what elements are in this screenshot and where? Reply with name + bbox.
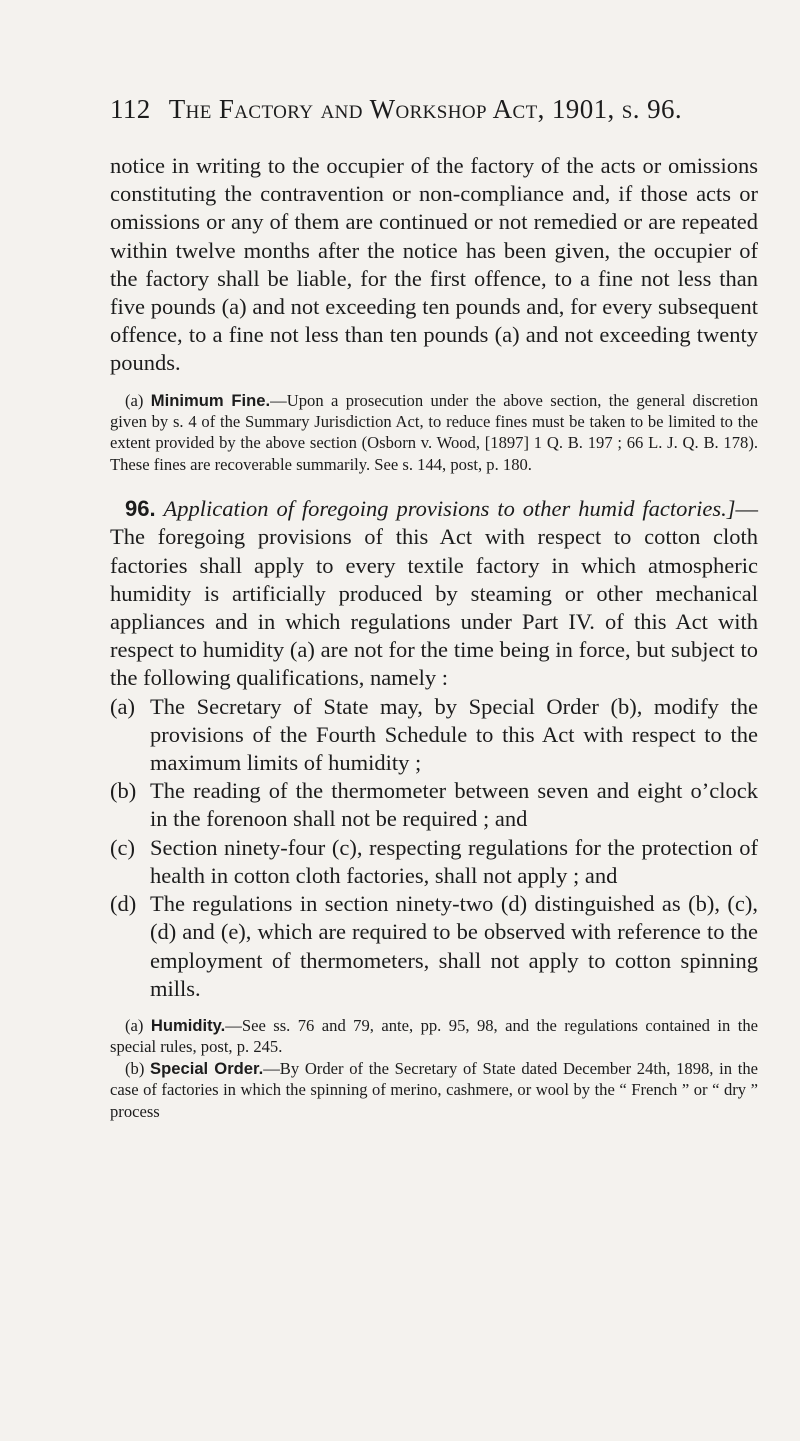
footnote-marker: (a) [125, 1015, 144, 1035]
footnote-heading: Special Order. [150, 1058, 264, 1078]
running-head [110, 94, 682, 125]
footnote-text: —See ss. 76 and 79, ante, pp. 95, 98, and the regulations contained in the special rules, post, p. 245. [110, 1015, 758, 1057]
section-title: Application of foregoing provisions to other humid factories.] [163, 496, 736, 522]
footnote-text: —By Order of the Secretary of State dated December 24th, 1898, in the case of factories in which the spinning of merino, cashmere, or wool by the “ French ” or “ dry ” process [110, 1058, 758, 1121]
list-item-text: Section ninety-four (c), respecting regulations for the protection of health in cotton cloth factories, shall not apply ; and [150, 834, 758, 888]
list-item-label: (b) [110, 778, 137, 804]
footnote-heading: Minimum Fine. [150, 390, 271, 410]
body-text [110, 152, 758, 1122]
list-item-text: The Secretary of State may, by Special Order (b), modify the provisions of the Fourth Schedule to this Act with respect to the maximum limits of humidity ; [150, 693, 758, 776]
footnote-marker: (b) [125, 1058, 145, 1078]
section-96 [110, 495, 758, 692]
footnote-marker: (a) [125, 390, 144, 410]
list-item [110, 890, 758, 1003]
section-intro: —The foregoing provisions of this Act with respect to cotton cloth factories shall apply to every textile factory in which atmospheric humidity is artificially produced by steaming or other mechanical appliances and in which regulations under Part IV. of this Act with respect to humidity (a) are not for the time being in force, but subject to the following qualifications, namely : [110, 496, 759, 691]
qualifications-list [110, 693, 758, 1003]
page-number: 112 [110, 94, 151, 124]
section-number: 96. [125, 496, 156, 522]
paragraph-continuation: notice in writing to the occupier of the factory of the acts or omissions constituting the contravention or non-compliance and, if those acts or omissions or any of them are continued or not remedied or are repeated within twelve months after the notice has been given, the occupier of the factory shall be liable, for the first offence, to a fine not less than five pounds (a) and not exceeding ten pounds and, for every subsequent offence, to a fine not less than ten pounds (a) and not exceeding twenty pounds. [110, 153, 758, 376]
footnote-humidity [110, 1015, 758, 1058]
footnote-special-order [110, 1058, 758, 1122]
list-item-label: (d) [110, 891, 137, 917]
list-item-text: The regulations in section ninety-two (d) distinguished as (b), (c), (d) and (e), which are required to be observed with reference to the employment of thermometers, shall not apply to cotton spinning mills. [150, 891, 758, 1001]
running-title: The Factory and Workshop Act, 1901, s. 96. [168, 94, 683, 124]
list-item-label: (c) [110, 834, 135, 860]
list-item-text: The reading of the thermometer between seven and eight o’clock in the forenoon shall not be required ; and [150, 778, 758, 832]
footnote-heading: Humidity. [150, 1015, 226, 1035]
list-item-label: (a) [110, 693, 135, 719]
footnote-minimum-fine [110, 390, 758, 476]
list-item [110, 693, 758, 778]
list-item [110, 777, 758, 833]
footnote-text: —Upon a prosecution under the above section, the general discretion given by s. 4 of the Summary Jurisdiction Act, to reduce fines must be taken to be limited to the extent provided by the above section (Osborn v. Wood, [1897] 1 Q. B. 197 ; 66 L. J. Q. B. 178). These fines are recoverable summarily. See s. 144, post, p. 180. [110, 390, 758, 474]
list-item [110, 834, 758, 890]
